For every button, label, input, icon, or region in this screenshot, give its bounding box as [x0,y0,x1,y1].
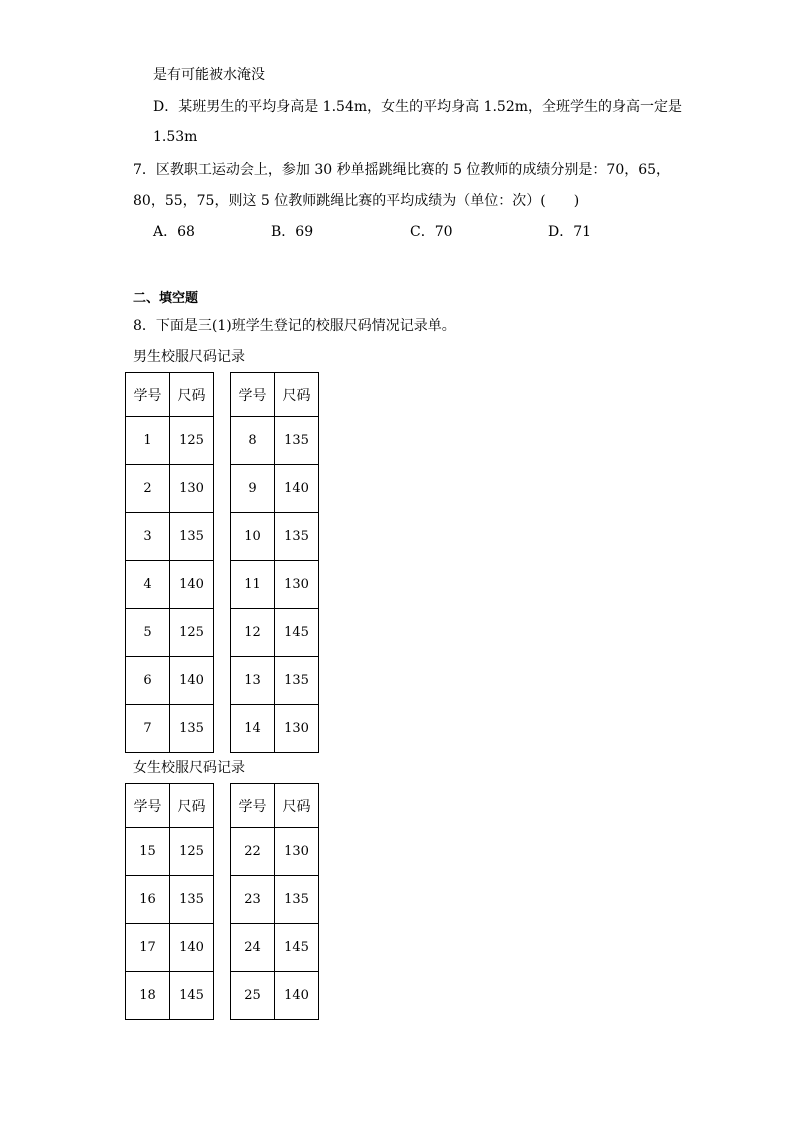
table-gap-cell [214,561,231,609]
table-row [126,609,319,657]
size-cell: 130 [275,828,319,876]
table-gap-cell [214,784,231,828]
boys-table-caption: 男生校服尺码记录 [133,349,245,365]
student-number-cell: 25 [231,972,275,1020]
size-cell: 140 [170,657,214,705]
table-gap-cell [214,657,231,705]
table-row [126,465,319,513]
q6-text-tail: 是有可能被水淹没 [153,67,265,83]
size-cell: 135 [170,513,214,561]
size-cell: 140 [170,561,214,609]
student-number-cell: 4 [126,561,170,609]
table-row [126,513,319,561]
table-row [126,657,319,705]
student-number-cell: 5 [126,609,170,657]
student-number-cell: 14 [231,705,275,753]
table-gap-cell [214,876,231,924]
student-number-cell: 2 [126,465,170,513]
student-number-cell: 15 [126,828,170,876]
table-gap-cell [214,828,231,876]
q7-text-line2: 80，55，75，则这 5 位教师跳绳比赛的平均成绩为（单位：次）( ) [133,193,580,209]
size-cell: 130 [275,561,319,609]
size-cell: 130 [170,465,214,513]
size-cell: 125 [170,417,214,465]
table-header-cell: 尺码 [170,373,214,417]
size-cell: 145 [275,609,319,657]
table-header-row [126,373,319,417]
table-gap-cell [214,417,231,465]
student-number-cell: 11 [231,561,275,609]
size-cell: 135 [275,417,319,465]
size-cell: 135 [170,705,214,753]
student-number-cell: 10 [231,513,275,561]
size-cell: 135 [170,876,214,924]
student-number-cell: 1 [126,417,170,465]
size-cell: 135 [275,513,319,561]
table-row [126,561,319,609]
q7-option-c: C．70 [410,224,453,240]
table-row [126,876,319,924]
size-cell: 145 [275,924,319,972]
table-row [126,924,319,972]
student-number-cell: 24 [231,924,275,972]
table-gap-cell [214,513,231,561]
table-header-cell: 尺码 [170,784,214,828]
girls-size-table [125,783,319,1020]
table-row [126,417,319,465]
q7-option-a: A．68 [153,224,195,240]
table-header-cell: 学号 [126,373,170,417]
q6-option-d-line1: D．某班男生的平均身高是 1.54m，女生的平均身高 1.52m，全班学生的身高一定是 [153,99,683,115]
table-row [126,972,319,1020]
student-number-cell: 22 [231,828,275,876]
q7-option-b: B．69 [271,224,314,240]
table-gap-cell [214,705,231,753]
size-cell: 140 [170,924,214,972]
size-cell: 135 [275,876,319,924]
student-number-cell: 8 [231,417,275,465]
table-header-cell: 尺码 [275,784,319,828]
section-heading-fill-in: 二、填空题 [133,291,199,306]
student-number-cell: 3 [126,513,170,561]
q6-option-d-line2: 1.53m [153,129,198,145]
table-header-cell: 学号 [231,784,275,828]
size-cell: 140 [275,972,319,1020]
student-number-cell: 13 [231,657,275,705]
student-number-cell: 18 [126,972,170,1020]
student-number-cell: 12 [231,609,275,657]
table-row [126,705,319,753]
size-cell: 125 [170,828,214,876]
q8-text: 8．下面是三(1)班学生登记的校服尺码情况记录单。 [133,318,456,334]
girls-table-caption: 女生校服尺码记录 [133,760,245,776]
student-number-cell: 9 [231,465,275,513]
size-cell: 145 [170,972,214,1020]
student-number-cell: 7 [126,705,170,753]
student-number-cell: 17 [126,924,170,972]
table-header-cell: 学号 [231,373,275,417]
table-gap-cell [214,465,231,513]
student-number-cell: 6 [126,657,170,705]
q7-text-line1: 7．区教职工运动会上，参加 30 秒单摇跳绳比赛的 5 位教师的成绩分别是：70，65， [133,162,671,178]
table-header-row [126,784,319,828]
table-gap-cell [214,924,231,972]
table-row [126,828,319,876]
table-gap-cell [214,373,231,417]
boys-size-table [125,372,319,753]
student-number-cell: 16 [126,876,170,924]
table-gap-cell [214,972,231,1020]
size-cell: 140 [275,465,319,513]
size-cell: 125 [170,609,214,657]
table-gap-cell [214,609,231,657]
table-header-cell: 学号 [126,784,170,828]
size-cell: 130 [275,705,319,753]
student-number-cell: 23 [231,876,275,924]
q7-option-d: D．71 [548,224,592,240]
size-cell: 135 [275,657,319,705]
table-header-cell: 尺码 [275,373,319,417]
